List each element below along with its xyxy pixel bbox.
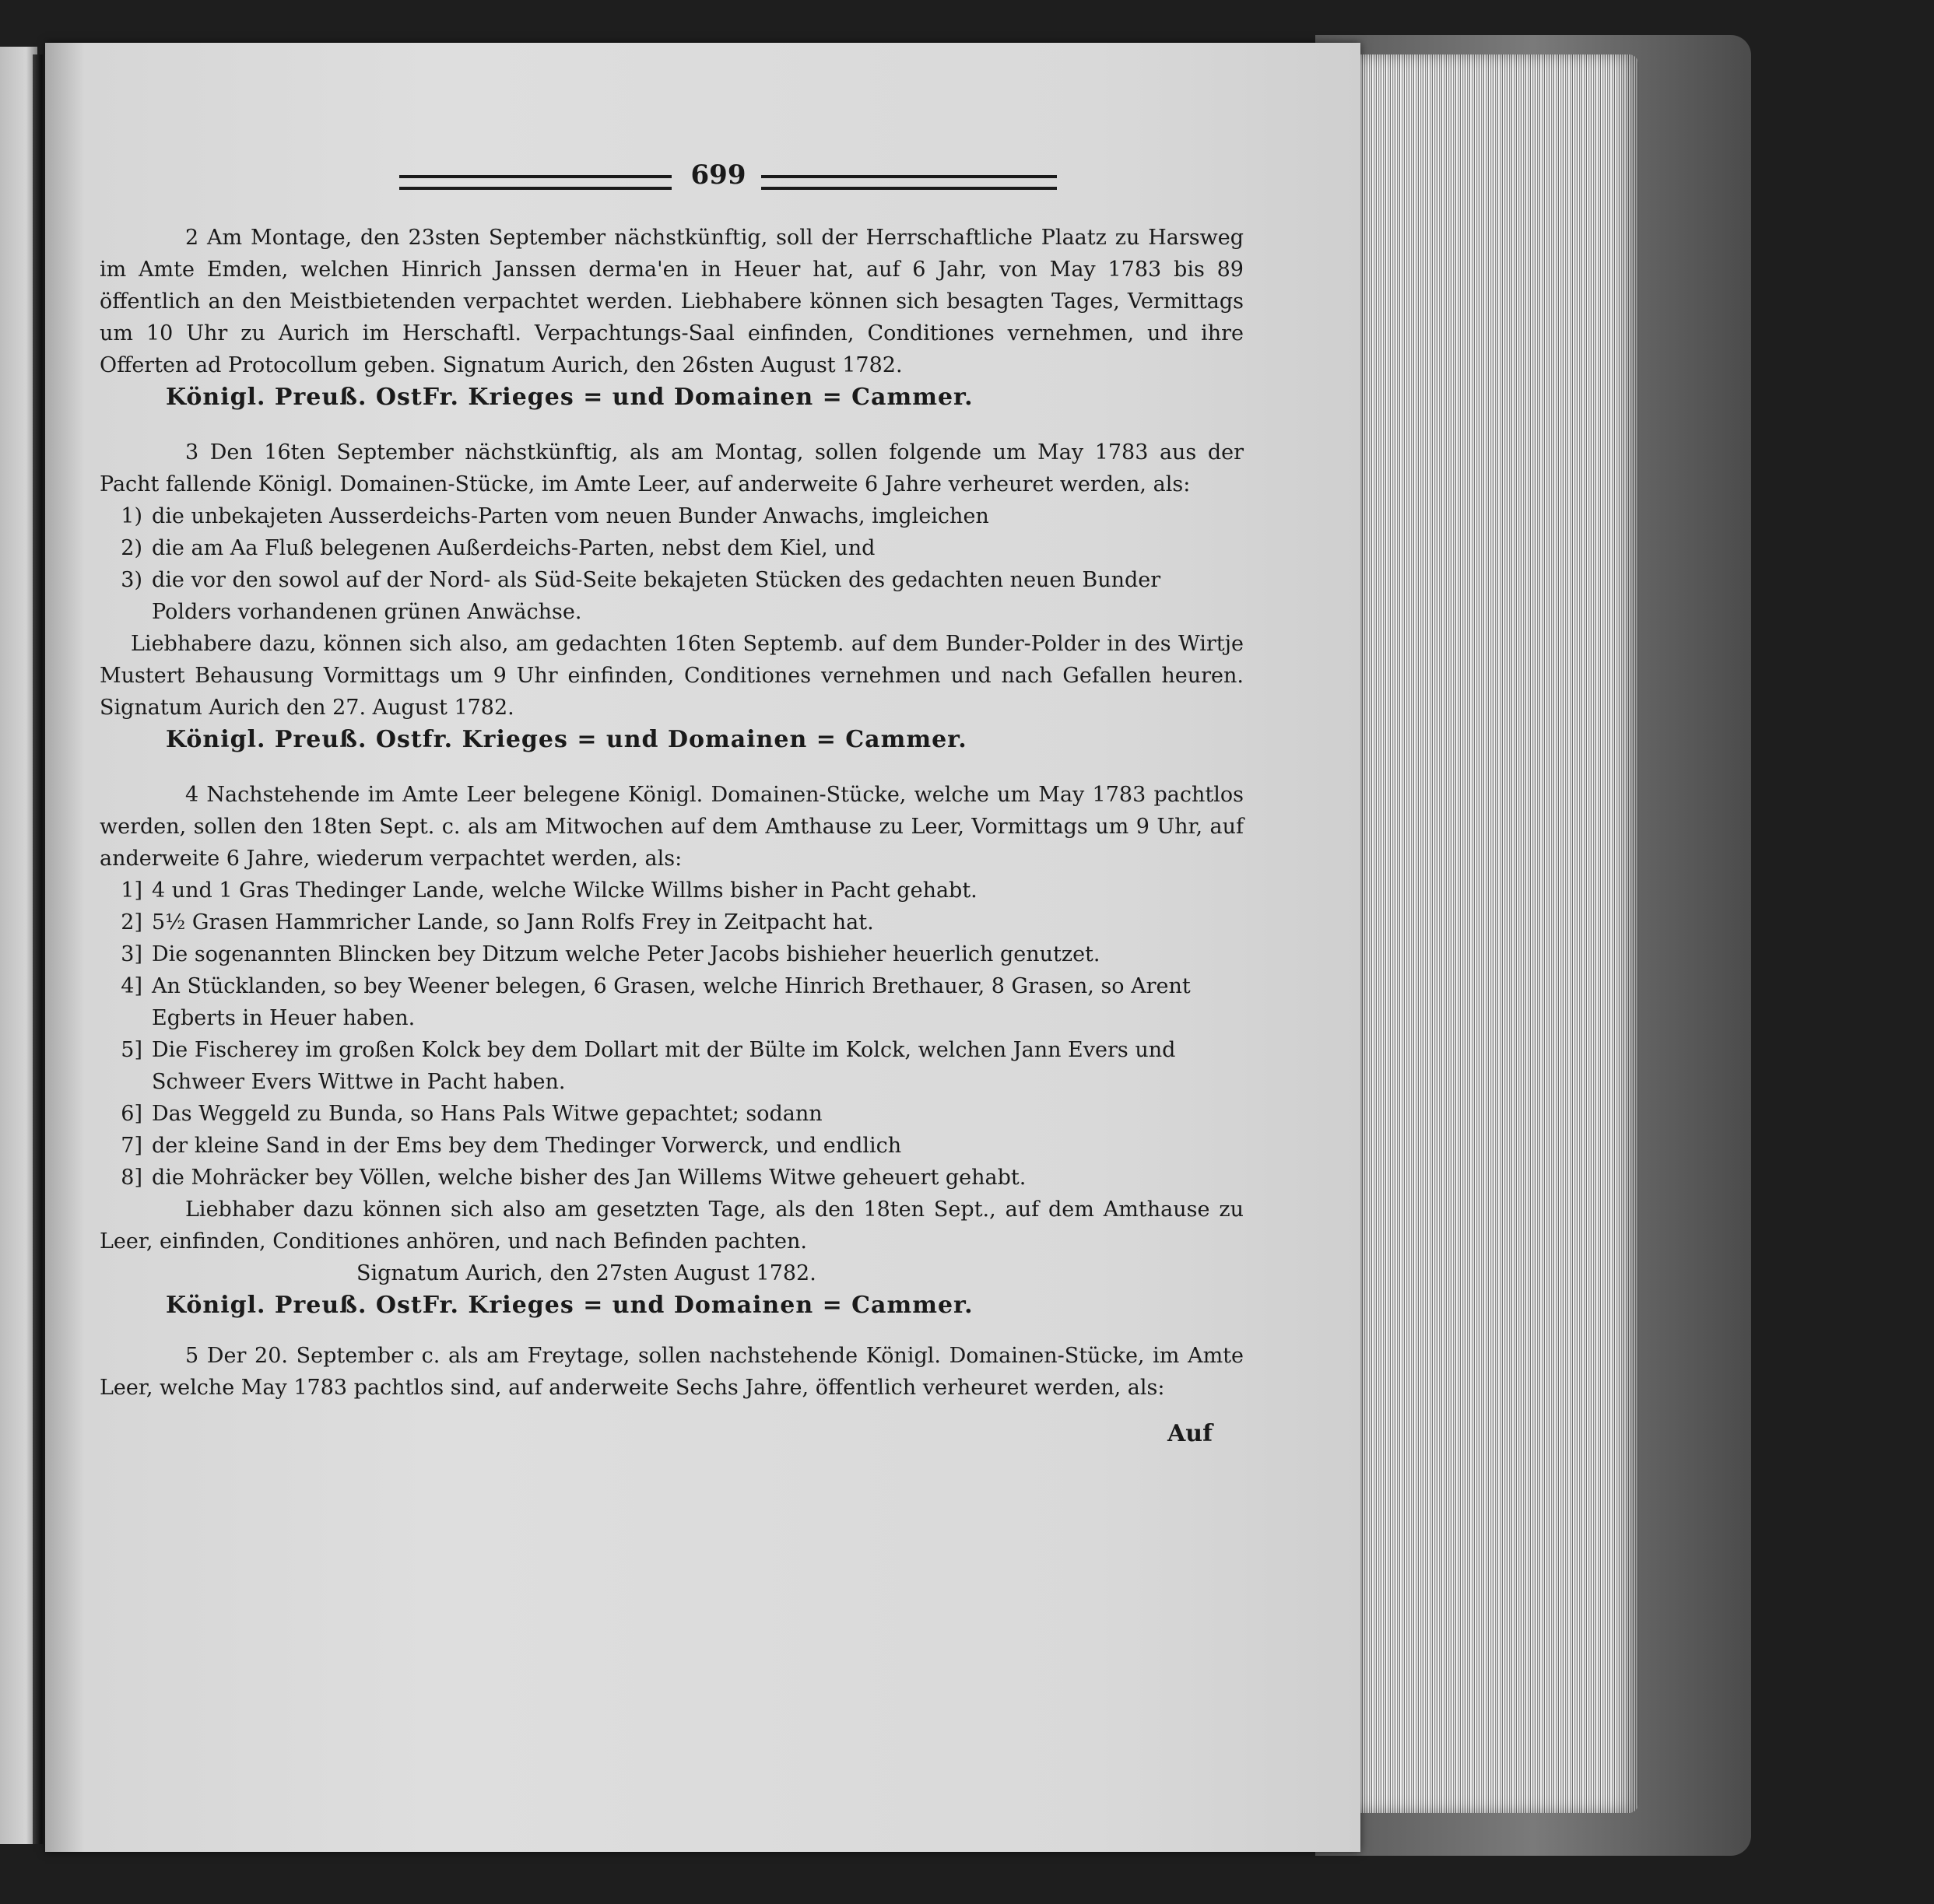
notice-2-issuer: Königl. Preuß. OstFr. Krieges = und Domainen = Cammer.	[166, 384, 974, 411]
item-number: 2)	[121, 536, 142, 560]
notice-4-list	[100, 875, 1244, 1194]
list-item	[100, 1162, 1244, 1194]
notice-4-intro: 4 Nachstehende im Amte Leer belegene Königl. Domainen-Stücke, welche um May 1783 pachtlos werden, sollen den 18ten Sept. c. als am Mitwochen auf dem Amthause zu Leer, Vormittags um 9 Uhr, auf anderweite 6 Jahre, wiederum verpachtet werden, als:	[100, 783, 1244, 871]
item-number: 1]	[121, 878, 142, 903]
item-text: 5½ Grasen Hammricher Lande, so Jann Rolfs Frey in Zeitpacht hat.	[152, 910, 874, 934]
notice-4-issuer: Königl. Preuß. OstFr. Krieges = und Domainen = Cammer.	[166, 1292, 974, 1319]
item-text: die am Aa Fluß belegenen Außerdeichs-Parten, nebst dem Kiel, und	[152, 536, 876, 560]
page-number: 699	[690, 160, 746, 191]
notice-2	[100, 222, 1244, 413]
header-rule-right	[761, 175, 1057, 190]
header-rule-left	[399, 175, 672, 190]
notice-2-text: 2 Am Montage, den 23sten September nächstkünftig, soll der Herrschaftliche Plaatz zu Harsweg im Amte Emden, welchen Hinrich Janssen derma'en in Heuer hat, auf 6 Jahr, von May 1783 bis 89 öffentlich an den Meistbietenden verpachtet werden. Liebhabere können sich besagten Tages, Vermittags um 10 Uhr zu Aurich im Herschaftl. Verpachtungs-Saal einfinden, Conditiones vernehmen, und ihre Offerten ad Protocollum geben. Signatum Aurich, den 26sten August 1782.	[100, 226, 1244, 377]
list-item	[100, 1130, 1244, 1162]
item-number: 5]	[121, 1038, 142, 1062]
item-number: 7]	[121, 1134, 142, 1158]
item-text: die Mohräcker bey Völlen, welche bisher des Jan Willems Witwe geheuert gehabt.	[152, 1166, 1027, 1190]
list-item	[100, 875, 1244, 906]
notice-3-issuer: Königl. Preuß. Ostfr. Krieges = und Domainen = Cammer.	[166, 726, 967, 753]
item-text: die vor den sowol auf der Nord- als Süd-Seite bekajeten Stücken des gedachten neuen Bunder Polders vorhandenen grünen Anwächse.	[152, 568, 1161, 624]
item-text: Die Fischerey im großen Kolck bey dem Dollart mit der Bülte im Kolck, welchen Jann Evers und Schweer Evers Wittwe in Pacht haben.	[152, 1038, 1176, 1094]
item-number: 4]	[121, 974, 142, 998]
item-text: die unbekajeten Ausserdeichs-Parten vom neuen Bunder Anwachs, imgleichen	[152, 504, 989, 528]
notice-3-closing: Liebhabere dazu, können sich also, am gedachten 16ten Septemb. auf dem Bunder-Polder in des Wirtje Mustert Behausung Vormittags um 9 Uhr einfinden, Conditiones vernehmen und nach Gefallen heuren. Signatum Aurich den 27. August 1782.	[100, 632, 1244, 720]
list-item	[100, 906, 1244, 938]
page-header	[100, 160, 1244, 206]
list-item	[100, 938, 1244, 970]
page-block-edge	[1358, 54, 1638, 1813]
notice-4	[100, 779, 1244, 1321]
item-text: der kleine Sand in der Ems bey dem Thedinger Vorwerck, und endlich	[152, 1134, 902, 1158]
notice-5	[100, 1340, 1244, 1450]
list-item	[100, 970, 1244, 1034]
list-item	[100, 564, 1244, 628]
item-number: 1)	[121, 504, 142, 528]
item-number: 3]	[121, 942, 142, 966]
list-item	[100, 1098, 1244, 1130]
item-text: An Stücklanden, so bey Weener belegen, 6 Grasen, welche Hinrich Brethauer, 8 Grasen, so Arent Egberts in Heuer haben.	[152, 974, 1191, 1030]
list-item	[100, 532, 1244, 564]
notice-4-closing: Liebhaber dazu können sich also am gesetzten Tage, als den 18ten Sept., auf dem Amthause zu Leer, einfinden, Conditiones anhören, und nach Befinden pachten.	[100, 1197, 1244, 1254]
notice-4-signature: Signatum Aurich, den 27sten August 1782.	[356, 1261, 816, 1285]
previous-page-edge	[0, 47, 37, 1844]
list-item	[100, 500, 1244, 532]
item-number: 2]	[121, 910, 142, 934]
notice-5-intro: 5 Der 20. September c. als am Freytage, sollen nachstehende Königl. Domainen-Stücke, im Amte Leer, welche May 1783 pachtlos sind, auf anderweite Sechs Jahre, öffentlich verheuret werden, als:	[100, 1344, 1244, 1400]
page-content	[100, 160, 1244, 1450]
item-text: Das Weggeld zu Bunda, so Hans Pals Witwe gepachtet; sodann	[152, 1102, 823, 1126]
item-number: 6]	[121, 1102, 142, 1126]
catchword: Auf	[1167, 1420, 1213, 1447]
notice-3	[100, 437, 1244, 756]
item-text: Die sogenannten Blincken bey Ditzum welche Peter Jacobs bishieher heuerlich genutzet.	[152, 942, 1100, 966]
item-number: 3)	[121, 568, 142, 592]
list-item	[100, 1034, 1244, 1098]
notice-3-intro: 3 Den 16ten September nächstkünftig, als am Montag, sollen folgende um May 1783 aus der Pacht fallende Königl. Domainen-Stücke, im Amte Leer, auf anderweite 6 Jahre verheuret werden, als:	[100, 440, 1244, 496]
item-text: 4 und 1 Gras Thedinger Lande, welche Wilcke Willms bisher in Pacht gehabt.	[152, 878, 978, 903]
notice-3-list	[100, 500, 1244, 628]
item-number: 8]	[121, 1166, 142, 1190]
book-page	[45, 43, 1360, 1852]
